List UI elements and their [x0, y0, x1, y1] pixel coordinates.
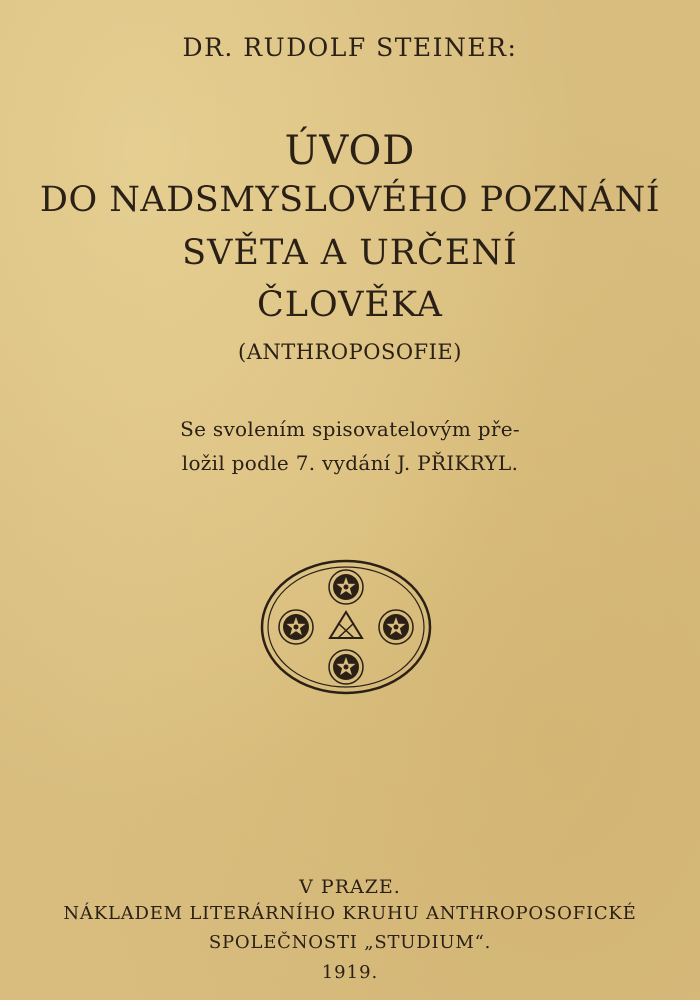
publication-year: 1919.: [321, 962, 379, 983]
book-title-line-4: ČLOVĚKA: [257, 285, 443, 325]
translator-note-line-1: Se svolením spisovatelovým pře-: [180, 417, 520, 441]
triangle-mark-icon: [330, 612, 362, 638]
rosette-bottom-icon: [329, 650, 363, 684]
book-title-line-3: SVĚTA A URČENÍ: [182, 233, 518, 273]
book-subtitle: (ANTHROPOSOFIE): [238, 340, 462, 364]
rosette-right-icon: [379, 610, 413, 644]
publication-place: V PRAZE.: [299, 876, 401, 898]
publisher-line-2: SPOLEČNOSTI „STUDIUM“.: [208, 932, 492, 953]
book-title-line-1: ÚVOD: [284, 128, 416, 174]
book-title-line-2: DO NADSMYSLOVÉHO POZNÁNÍ: [39, 180, 661, 220]
translator-note-line-2: ložil podle 7. vydání J. PŘIKRYL.: [181, 451, 519, 475]
author-name: DR. RUDOLF STEINER:: [182, 33, 518, 62]
rosette-top-icon: [329, 570, 363, 604]
publisher-emblem-icon: [258, 557, 434, 697]
rosette-left-icon: [279, 610, 313, 644]
publisher-line-1: NÁKLADEM LITERÁRNÍHO KRUHU ANTHROPOSOFICKÉ: [63, 903, 637, 924]
